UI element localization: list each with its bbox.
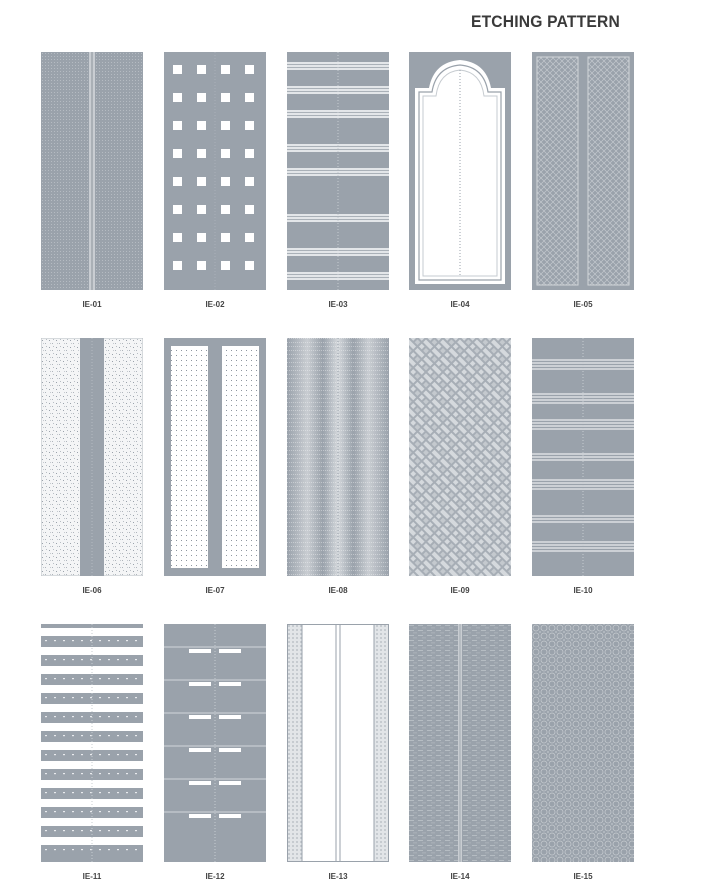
square-mark [173, 261, 182, 270]
dot-mark [99, 849, 101, 850]
bar-mark [41, 742, 143, 750]
dot-mark [99, 773, 101, 774]
rung-mark [189, 748, 211, 752]
dot-mark [45, 849, 47, 850]
dot-mark [63, 678, 65, 679]
dot-mark [81, 811, 83, 812]
square-mark [173, 93, 182, 102]
rung-mark [189, 715, 211, 719]
square-mark [197, 65, 206, 74]
dot-mark [126, 849, 128, 850]
dot-mark [117, 830, 119, 831]
square-mark [221, 177, 230, 186]
dot-mark [45, 754, 47, 755]
dot-mark [63, 716, 65, 717]
dot-mark [135, 830, 137, 831]
dot-mark [54, 697, 56, 698]
dot-mark [90, 754, 92, 755]
fine-texture-split-icon [41, 52, 143, 290]
square-mark [173, 177, 182, 186]
dot-mark [126, 773, 128, 774]
diamond-lattice-two-panel-icon [532, 52, 634, 290]
square-mark [221, 93, 230, 102]
dot-mark [126, 716, 128, 717]
rung-mark [219, 682, 241, 686]
pattern-code: IE-14 [450, 872, 470, 881]
square-mark [197, 177, 206, 186]
dot-mark [72, 697, 74, 698]
dot-mark [126, 659, 128, 660]
band-line [287, 216, 389, 217]
arched-frame-icon [409, 52, 511, 290]
dot-mark [117, 678, 119, 679]
pattern-code: IE-05 [573, 300, 593, 309]
rung-mark [189, 781, 211, 785]
dot-mark [108, 678, 110, 679]
page-title: ETCHING PATTERN [470, 12, 620, 31]
dot-mark [135, 773, 137, 774]
dot-mark [135, 716, 137, 717]
square-mark [245, 233, 254, 242]
dot-mark [135, 640, 137, 641]
square-mark [197, 205, 206, 214]
square-mark [245, 177, 254, 186]
pattern-tile-ie-09[interactable] [409, 338, 511, 595]
dot-mark [81, 659, 83, 660]
dot-mark [117, 773, 119, 774]
circle-lattice-icon [532, 624, 634, 862]
dot-mark [117, 735, 119, 736]
basketweave-pattern-icon [409, 338, 511, 576]
dot-mark [126, 735, 128, 736]
band-line [287, 170, 389, 171]
band-mark [287, 272, 389, 280]
pattern-tile-ie-11[interactable] [41, 624, 143, 881]
dot-mark [45, 792, 47, 793]
pattern-tile-ie-13[interactable] [287, 624, 389, 881]
dot-mark [81, 640, 83, 641]
rung-mark [219, 781, 241, 785]
pattern-code: IE-06 [82, 586, 102, 595]
square-mark [173, 205, 182, 214]
dot-mark [90, 811, 92, 812]
band-mark [287, 86, 389, 94]
band-line [287, 146, 389, 147]
pattern-code: IE-01 [82, 300, 102, 309]
dot-mark [72, 716, 74, 717]
dot-mark [90, 697, 92, 698]
dot-mark [117, 849, 119, 850]
dot-mark [135, 697, 137, 698]
square-grid-icon [164, 52, 266, 290]
pattern-code: IE-08 [328, 586, 348, 595]
dot-mark [45, 678, 47, 679]
dot-mark [45, 735, 47, 736]
dot-mark [45, 659, 47, 660]
dotted-twin-panels-icon [164, 338, 266, 576]
dot-mark [108, 697, 110, 698]
dot-mark [135, 735, 137, 736]
dot-mark [45, 830, 47, 831]
dot-mark [99, 811, 101, 812]
dot-mark [99, 792, 101, 793]
pattern-code: IE-13 [328, 872, 348, 881]
dot-mark [45, 716, 47, 717]
dot-mark [135, 811, 137, 812]
pattern-code: IE-15 [573, 872, 593, 881]
dot-mark [108, 716, 110, 717]
dot-mark [126, 678, 128, 679]
square-mark [221, 261, 230, 270]
rung-mark [189, 649, 211, 653]
square-mark [173, 149, 182, 158]
dot-mark [54, 659, 56, 660]
bar-mark [41, 685, 143, 693]
pattern-code: IE-07 [205, 586, 225, 595]
dot-mark [54, 773, 56, 774]
rungs-with-lines-icon [164, 624, 266, 862]
pattern-tile-ie-10[interactable] [532, 338, 634, 595]
dot-mark [63, 792, 65, 793]
dot-mark [81, 697, 83, 698]
rung-mark [219, 814, 241, 818]
rung-mark [189, 814, 211, 818]
pattern-tile-ie-08[interactable] [287, 338, 389, 595]
square-mark [245, 205, 254, 214]
bar-mark [41, 799, 143, 807]
dot-mark [54, 735, 56, 736]
speckle-with-center-bar-icon [41, 338, 143, 576]
pattern-tile-ie-02[interactable] [164, 52, 266, 309]
square-mark [245, 149, 254, 158]
pattern-tile-ie-07[interactable] [164, 338, 266, 595]
dot-mark [99, 716, 101, 717]
dot-mark [117, 697, 119, 698]
dot-mark [45, 697, 47, 698]
dot-mark [54, 830, 56, 831]
pattern-code: IE-11 [82, 872, 102, 881]
band-line [287, 149, 389, 150]
band-line [287, 219, 389, 220]
dot-mark [108, 792, 110, 793]
pattern-tile-ie-06[interactable] [41, 338, 143, 595]
dot-mark [99, 640, 101, 641]
square-mark [197, 121, 206, 130]
dot-mark [99, 659, 101, 660]
square-mark [197, 233, 206, 242]
grouped-line-stripes-icon [532, 338, 634, 576]
square-mark [221, 121, 230, 130]
dot-mark [81, 678, 83, 679]
pattern-tile-ie-15[interactable] [532, 624, 634, 881]
square-mark [221, 65, 230, 74]
dot-mark [63, 811, 65, 812]
pattern-code: IE-02 [205, 300, 225, 309]
pattern-tile-ie-12[interactable] [164, 624, 266, 881]
dot-mark [117, 640, 119, 641]
pattern-tile-ie-01[interactable] [41, 52, 143, 309]
streaked-texture-icon [409, 624, 511, 862]
dot-mark [63, 754, 65, 755]
band-mark [287, 248, 389, 256]
pattern-code: IE-12 [205, 872, 225, 881]
vertical-gradient-stripes-icon [287, 338, 389, 576]
bar-mark [41, 628, 143, 636]
dot-mark [81, 773, 83, 774]
pattern-code: IE-04 [450, 300, 470, 309]
band-mark [287, 62, 389, 70]
square-mark [197, 149, 206, 158]
dot-mark [72, 811, 74, 812]
dot-mark [72, 773, 74, 774]
dot-mark [72, 849, 74, 850]
dot-mark [63, 830, 65, 831]
dot-mark [72, 640, 74, 641]
square-mark [173, 121, 182, 130]
dot-mark [90, 640, 92, 641]
dot-mark [135, 849, 137, 850]
dot-mark [45, 773, 47, 774]
square-mark [245, 261, 254, 270]
band-line [287, 173, 389, 174]
pattern-tile-ie-05[interactable] [532, 52, 634, 309]
dot-mark [54, 849, 56, 850]
dot-mark [99, 830, 101, 831]
dot-mark [108, 830, 110, 831]
pattern-tile-ie-03[interactable] [287, 52, 389, 309]
dot-mark [108, 811, 110, 812]
dot-mark [126, 830, 128, 831]
dot-mark [63, 640, 65, 641]
dot-mark [108, 735, 110, 736]
pattern-tile-ie-14[interactable] [409, 624, 511, 881]
horizontal-band-stripes-icon [287, 52, 389, 290]
dot-mark [117, 811, 119, 812]
dot-mark [126, 697, 128, 698]
dot-mark [81, 830, 83, 831]
square-mark [245, 93, 254, 102]
dot-mark [63, 735, 65, 736]
dot-mark [99, 735, 101, 736]
dot-mark [108, 773, 110, 774]
dot-mark [45, 640, 47, 641]
dot-mark [81, 716, 83, 717]
dot-mark [54, 811, 56, 812]
dot-mark [72, 754, 74, 755]
dot-mark [54, 678, 56, 679]
clear-with-textured-borders-icon [287, 624, 389, 862]
dot-mark [54, 754, 56, 755]
dot-mark [135, 792, 137, 793]
dot-mark [135, 678, 137, 679]
dot-mark [135, 754, 137, 755]
dot-mark [72, 735, 74, 736]
dot-mark [72, 678, 74, 679]
pattern-code: IE-10 [573, 586, 593, 595]
rung-mark [219, 748, 241, 752]
dot-mark [63, 849, 65, 850]
square-mark [245, 65, 254, 74]
square-mark [245, 121, 254, 130]
dot-mark [99, 754, 101, 755]
dot-mark [99, 678, 101, 679]
dot-mark [54, 792, 56, 793]
dot-mark [117, 716, 119, 717]
white-bars-with-dots-icon [41, 624, 143, 862]
dot-mark [72, 659, 74, 660]
dot-mark [54, 716, 56, 717]
square-mark [221, 149, 230, 158]
dot-mark [126, 811, 128, 812]
dot-mark [72, 830, 74, 831]
dot-mark [54, 640, 56, 641]
dot-mark [108, 640, 110, 641]
dot-mark [126, 640, 128, 641]
dot-mark [108, 659, 110, 660]
pattern-code: IE-03 [328, 300, 348, 309]
band-mark [287, 110, 389, 118]
dot-mark [117, 792, 119, 793]
dot-mark [117, 659, 119, 660]
dot-mark [126, 792, 128, 793]
dot-mark [99, 697, 101, 698]
pattern-tile-ie-04[interactable] [409, 52, 511, 309]
dot-mark [126, 754, 128, 755]
dot-mark [63, 773, 65, 774]
rung-mark [189, 682, 211, 686]
dot-mark [81, 735, 83, 736]
pattern-code: IE-09 [450, 586, 470, 595]
dot-mark [81, 849, 83, 850]
dot-mark [63, 659, 65, 660]
square-mark [173, 65, 182, 74]
dot-mark [81, 754, 83, 755]
rung-mark [219, 715, 241, 719]
square-mark [221, 205, 230, 214]
square-mark [221, 233, 230, 242]
dot-mark [135, 659, 137, 660]
dot-mark [108, 849, 110, 850]
dot-mark [81, 792, 83, 793]
dot-mark [108, 754, 110, 755]
dot-mark [72, 792, 74, 793]
dot-mark [45, 811, 47, 812]
square-mark [197, 93, 206, 102]
square-mark [173, 233, 182, 242]
dot-mark [63, 697, 65, 698]
dot-mark [117, 754, 119, 755]
rung-mark [219, 649, 241, 653]
square-mark [197, 261, 206, 270]
